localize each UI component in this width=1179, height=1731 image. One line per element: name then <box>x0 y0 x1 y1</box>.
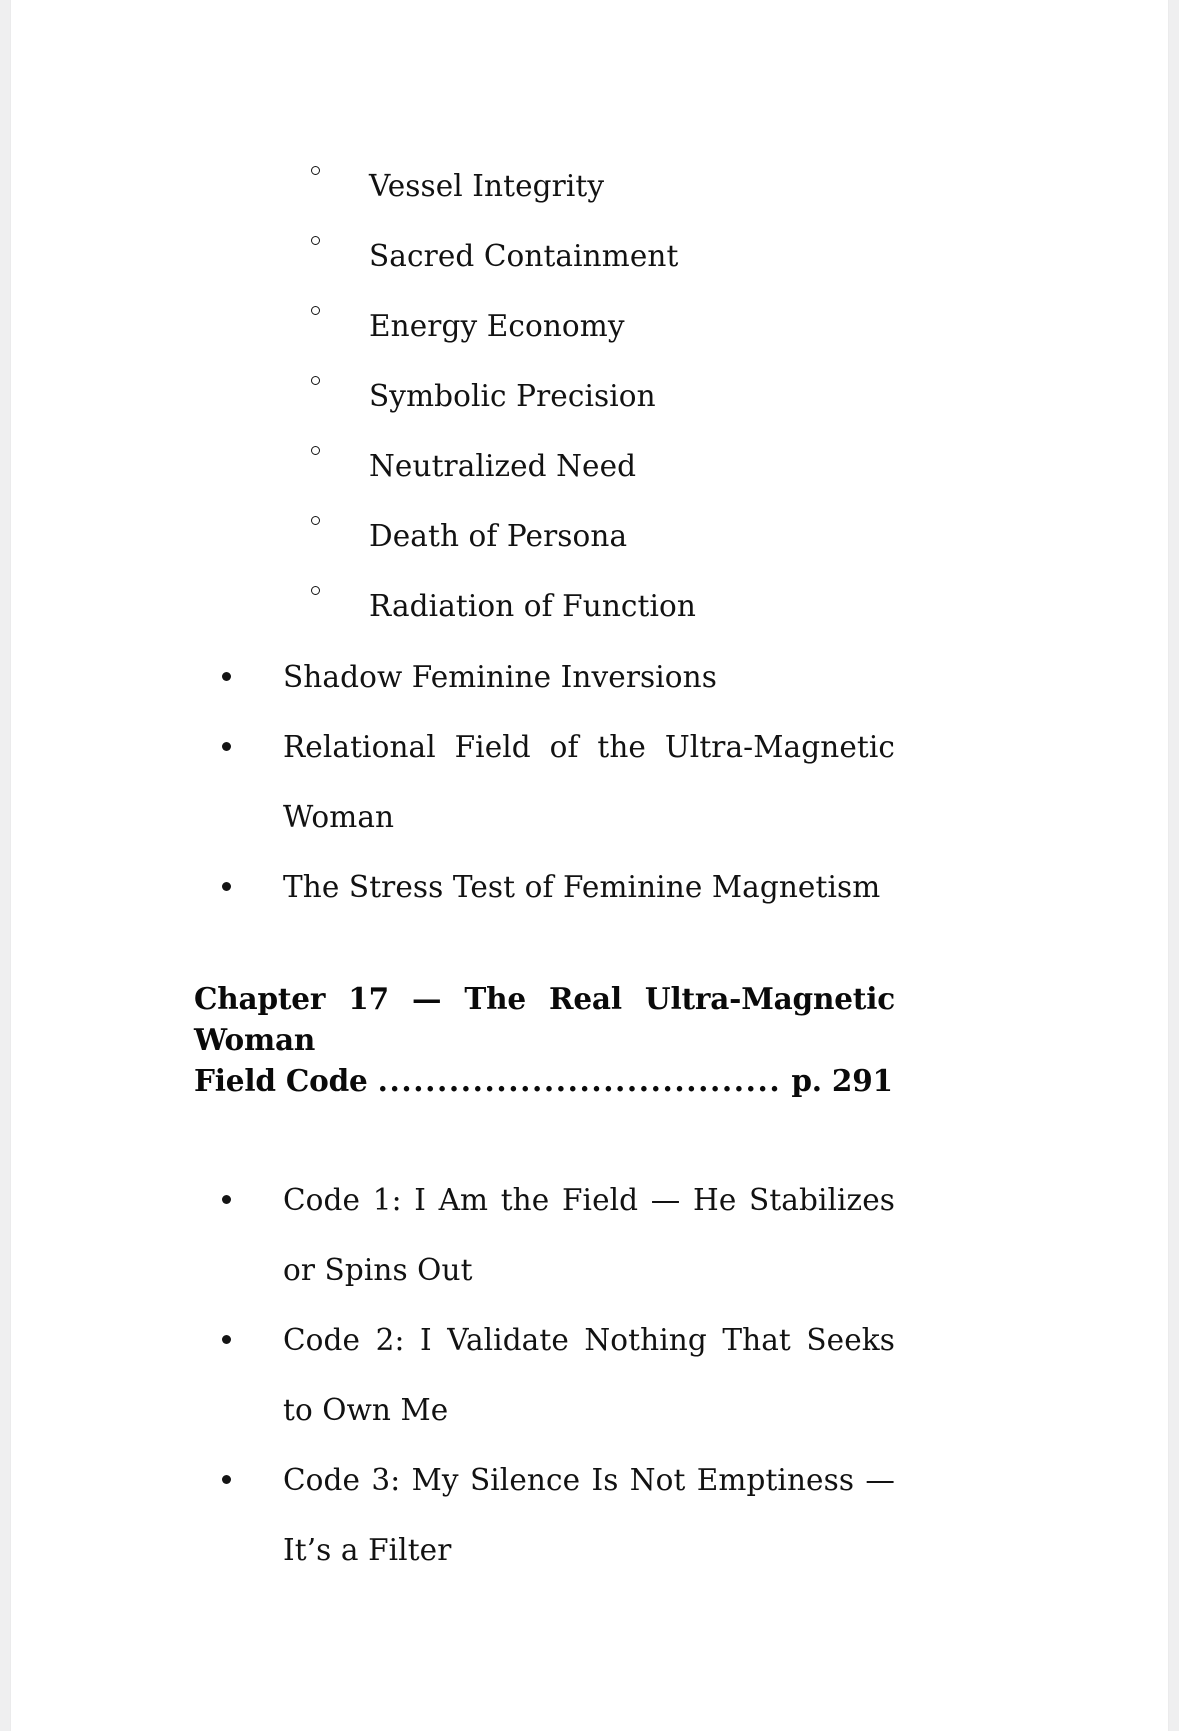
hollow-circle-bullet-icon <box>311 306 320 315</box>
list-item <box>183 642 895 712</box>
chapter-page-number: p. 291 <box>781 1063 893 1098</box>
list-item-label: Symbolic Precision <box>369 379 656 413</box>
list-item <box>183 1445 905 1585</box>
list-item <box>183 432 895 502</box>
list-item-label: Code 1: I Am the Field — He Stabilizes or Spins Out <box>283 1183 905 1287</box>
list-item <box>183 292 895 362</box>
chapter-page-line <box>194 1060 895 1101</box>
list-item <box>183 712 905 852</box>
filled-dot-bullet-icon <box>222 1195 231 1204</box>
main-bullet-list-top <box>183 642 905 922</box>
list-item <box>183 572 895 642</box>
main-bullet-list-chapter <box>183 1165 905 1585</box>
page-content <box>183 0 905 1585</box>
dot-leader: .................................. <box>377 1063 782 1098</box>
list-item <box>183 222 895 292</box>
list-item-label: Code 3: My Silence Is Not Emptiness — It’s a Filter <box>283 1463 905 1567</box>
list-item-label: Sacred Containment <box>369 239 679 273</box>
list-item-label: Neutralized Need <box>369 449 637 483</box>
list-item <box>183 152 895 222</box>
hollow-circle-bullet-icon <box>311 376 320 385</box>
list-item-label: Shadow Feminine Inversions <box>283 660 718 694</box>
document-page <box>11 0 1168 1731</box>
filled-dot-bullet-icon <box>222 1475 231 1484</box>
list-item-label: Code 2: I Validate Nothing That Seeks to Own Me <box>283 1323 905 1427</box>
hollow-circle-bullet-icon <box>311 516 320 525</box>
list-item <box>183 1165 905 1305</box>
hollow-circle-bullet-icon <box>311 446 320 455</box>
filled-dot-bullet-icon <box>222 1335 231 1344</box>
list-item-label: Energy Economy <box>369 309 625 343</box>
chapter-title-line: Chapter 17 — The Real Ultra-Magnetic Woman <box>194 981 895 1057</box>
list-item-label: Death of Persona <box>369 519 628 553</box>
list-item-label: Vessel Integrity <box>369 169 605 203</box>
chapter-heading <box>183 978 895 1101</box>
list-item <box>183 852 895 922</box>
chapter-subtitle-label: Field Code <box>194 1063 378 1098</box>
list-item-label: Relational Field of the Ultra-Magnetic Woman <box>283 730 905 834</box>
filled-dot-bullet-icon <box>222 742 231 751</box>
sub-bullet-list <box>183 152 895 642</box>
list-item-label: Radiation of Function <box>369 589 697 623</box>
list-item-label: The Stress Test of Feminine Magnetism <box>283 870 881 904</box>
hollow-circle-bullet-icon <box>311 166 320 175</box>
hollow-circle-bullet-icon <box>311 586 320 595</box>
filled-dot-bullet-icon <box>222 882 231 891</box>
list-item <box>183 502 895 572</box>
hollow-circle-bullet-icon <box>311 236 320 245</box>
filled-dot-bullet-icon <box>222 672 231 681</box>
list-item <box>183 362 895 432</box>
list-item <box>183 1305 905 1445</box>
